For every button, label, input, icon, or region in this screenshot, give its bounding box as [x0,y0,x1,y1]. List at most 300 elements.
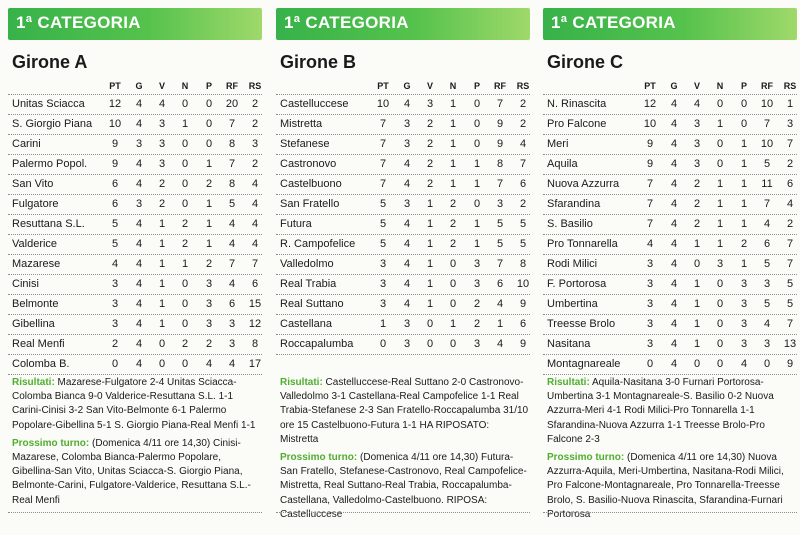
stat-value: 3 [473,338,481,350]
team-name: Carini [12,138,41,150]
stat-value: 1 [426,198,434,210]
stat-value: 1 [473,238,481,250]
match-notes [547,376,797,526]
stat-value: 2 [251,98,259,110]
stat-value: 3 [135,198,143,210]
stat-value: 4 [135,358,143,370]
stat-value: 4 [786,198,794,210]
stat-value: 1 [449,138,457,150]
stat-value: 8 [228,138,236,150]
stat-value: 1 [449,118,457,130]
category-title: 1ª CATEGORIA [284,13,409,32]
stat-value: 3 [740,278,748,290]
stat-value: 4 [251,218,259,230]
next-round-label: Prossimo turno: [12,437,90,449]
team-name: Cinisi [12,278,39,290]
column-header: G [670,81,678,91]
table-row [8,134,262,155]
stat-value: 0 [181,298,189,310]
stat-value: 2 [449,218,457,230]
stat-value: 9 [111,138,119,150]
category-title: 1ª CATEGORIA [551,13,676,32]
stat-value: 2 [111,338,119,350]
stat-value: 2 [426,138,434,150]
team-name: Gibellina [12,318,55,330]
stat-value: 1 [449,98,457,110]
stat-value: 2 [519,118,527,130]
table-header [8,81,262,93]
stat-value: 2 [205,178,213,190]
stat-value: 3 [158,158,166,170]
stat-value: 2 [519,198,527,210]
stat-value: 3 [496,198,504,210]
table-row [543,234,797,255]
team-name: Real Trabia [280,278,337,290]
team-name: Castelluccese [280,98,349,110]
stat-value: 1 [693,298,701,310]
stat-value: 7 [646,218,654,230]
stat-value: 3 [646,338,654,350]
column-header: P [205,81,212,91]
stat-value: 4 [228,218,236,230]
stat-value: 0 [646,358,654,370]
table-row [276,174,530,195]
stat-value: 2 [181,338,189,350]
team-name: Belmonte [12,298,59,310]
stat-value: 3 [403,138,411,150]
stat-value: 4 [646,238,654,250]
results-label: Risultati: [547,377,590,388]
stat-value: 2 [693,198,701,210]
team-name: Aquila [547,158,578,170]
table-row [8,314,262,335]
team-name: F. Portorosa [547,278,607,290]
table-row [543,134,797,155]
stat-value: 5 [496,238,504,250]
column-header: PT [109,81,121,91]
stat-value: 4 [403,98,411,110]
stat-value: 3 [693,138,701,150]
stat-value: 8 [228,178,236,190]
team-name: Pro Falcone [547,118,607,130]
stat-value: 2 [205,258,213,270]
table-row [543,294,797,315]
stat-value: 4 [135,318,143,330]
stat-value: 15 [248,298,262,310]
stat-value: 1 [473,218,481,230]
girone-column [8,0,262,535]
stat-value: 10 [760,98,774,110]
stat-value: 4 [403,298,411,310]
stat-value: 2 [473,318,481,330]
stat-value: 1 [158,258,166,270]
stat-value: 1 [449,158,457,170]
stat-value: 1 [496,318,504,330]
stat-value: 4 [670,138,678,150]
results-paragraph [280,376,530,447]
stat-value: 4 [763,218,771,230]
stat-value: 1 [693,318,701,330]
table-header [276,81,530,93]
stat-value: 3 [740,318,748,330]
stat-value: 3 [205,298,213,310]
table-row [543,154,797,175]
match-notes [280,376,530,526]
stat-value: 0 [379,338,387,350]
stat-value: 7 [379,118,387,130]
stat-value: 1 [205,158,213,170]
stat-value: 0 [449,338,457,350]
stat-value: 4 [111,258,119,270]
stat-value: 7 [763,118,771,130]
stat-value: 0 [449,278,457,290]
stat-value: 3 [403,118,411,130]
stat-value: 3 [763,278,771,290]
stat-value: 4 [251,238,259,250]
stat-value: 1 [693,238,701,250]
table-row [276,274,530,295]
team-name: Mazarese [12,258,61,270]
next-round-label: Prossimo turno: [547,452,625,464]
stat-value: 4 [496,338,504,350]
team-name: Valderice [12,238,58,250]
stat-value: 3 [228,318,236,330]
match-notes [12,376,262,512]
stat-value: 1 [158,218,166,230]
stat-value: 2 [426,178,434,190]
stat-value: 4 [670,178,678,190]
stat-value: 10 [760,138,774,150]
column-header: V [426,81,433,91]
stat-value: 4 [135,258,143,270]
stat-value: 2 [519,98,527,110]
stat-value: 4 [670,198,678,210]
stat-value: 0 [693,258,701,270]
stat-value: 2 [205,338,213,350]
stat-value: 7 [786,318,794,330]
stat-value: 7 [496,178,504,190]
team-name: San Vito [12,178,54,190]
stat-value: 1 [693,278,701,290]
stat-value: 7 [379,138,387,150]
team-name: Nasitana [547,338,591,350]
stat-value: 0 [181,138,189,150]
table-row [543,194,797,215]
stat-value: 2 [426,118,434,130]
stat-value: 3 [111,318,119,330]
team-name: Palermo Popol. [12,158,88,170]
table-row [543,94,797,115]
stat-value: 9 [646,158,654,170]
team-name: Castelbuono [280,178,342,190]
stat-value: 0 [716,318,724,330]
stat-value: 4 [670,158,678,170]
stat-value: 0 [716,298,724,310]
stat-value: 4 [158,98,166,110]
stat-value: 1 [426,238,434,250]
stat-value: 3 [251,138,259,150]
table-row [8,334,262,355]
stat-value: 4 [670,358,678,370]
table-header [543,81,797,93]
column-header: N [449,81,457,91]
stat-value: 4 [135,298,143,310]
team-name: Mistretta [280,118,323,130]
team-name: Sfarandina [547,198,601,210]
team-name: Castellana [280,318,332,330]
next-round-text: (Domenica 4/11 ore 14,30) Cinisi-Mazarese, Colomba Bianca-Palermo Popolare, Gibellina-San Vito, Unitas Sciacca-S. Giorgio Piana, Belmonte-Carini, Fulgatore-Valderice, Resuttana S.L.-Real Menfi [12,437,251,506]
stat-value: 1 [740,138,748,150]
stat-value: 0 [181,358,189,370]
table-row [276,114,530,135]
stat-value: 7 [786,238,794,250]
results-paragraph [12,376,262,433]
stat-value: 2 [473,298,481,310]
team-name: Resuttana S.L. [12,218,85,230]
team-name: Montagnareale [547,358,621,370]
column-header: N [716,81,724,91]
stat-value: 8 [251,338,259,350]
girone-column [276,0,530,535]
stat-value: 0 [473,138,481,150]
stat-value: 12 [108,98,122,110]
stat-value: 2 [181,238,189,250]
table-row [276,94,530,115]
table-row [8,194,262,215]
stat-value: 1 [693,338,701,350]
stat-value: 6 [111,178,119,190]
stat-value: 0 [716,138,724,150]
stat-value: 1 [205,198,213,210]
stat-value: 3 [693,158,701,170]
stat-value: 5 [496,218,504,230]
table-row [543,334,797,355]
stat-value: 0 [181,178,189,190]
stat-value: 4 [228,278,236,290]
team-name: Nuova Azzurra [547,178,620,190]
table-row [543,254,797,275]
stat-value: 0 [716,358,724,370]
stat-value: 1 [716,198,724,210]
stat-value: 4 [403,258,411,270]
stat-value: 0 [740,98,748,110]
stat-value: 9 [111,158,119,170]
stat-value: 3 [426,98,434,110]
stat-value: 4 [251,198,259,210]
stat-value: 0 [716,278,724,290]
stat-value: 4 [403,218,411,230]
stat-value: 1 [205,218,213,230]
stat-value: 3 [473,278,481,290]
stat-value: 7 [228,258,236,270]
stat-value: 4 [670,318,678,330]
stat-value: 1 [379,318,387,330]
stat-value: 5 [379,198,387,210]
stat-value: 9 [646,138,654,150]
stat-value: 1 [716,218,724,230]
stat-value: 1 [473,178,481,190]
stat-value: 10 [516,278,530,290]
results-text: Castelluccese-Real Suttano 2-0 Castronovo-Valledolmo 3-1 Castellana-Real Campofelice 1-1 Real Trabia-Stefanese 2-3 San Fratello-Roccapalumba 31/10 ore 15 Castelbuono-Futura 1-1 HA RIPOSATO: Mistretta [280,377,529,445]
stat-value: 6 [519,178,527,190]
next-round-text: (Domenica 4/11 ore 14,30) Futura-San Fratello, Stefanese-Castronovo, Real Campofelice-Mistretta, Real Suttano-Real Trabia, Roccapalumba-Castellana, Valledolmo-Castelbuono. RIPOSA: Castelluccese [280,452,527,520]
stat-value: 1 [181,258,189,270]
girone-title: Girone C [547,52,624,72]
team-name: S. Basilio [547,218,593,230]
stat-value: 3 [403,318,411,330]
stat-value: 2 [158,198,166,210]
team-name: Castronovo [280,158,337,170]
category-banner [8,8,262,40]
girone-column [543,0,797,535]
stat-value: 4 [763,318,771,330]
stat-value: 0 [181,318,189,330]
stat-value: 0 [158,358,166,370]
stat-value: 6 [228,298,236,310]
stat-value: 7 [646,198,654,210]
stat-value: 3 [403,338,411,350]
stat-value: 10 [108,118,122,130]
team-name: Real Menfi [12,338,65,350]
stat-value: 3 [135,138,143,150]
stat-value: 3 [111,298,119,310]
stat-value: 4 [135,338,143,350]
stat-value: 6 [786,178,794,190]
stat-value: 4 [135,158,143,170]
column-header: G [135,81,143,91]
stat-value: 7 [786,258,794,270]
stat-value: 4 [251,178,259,190]
stat-value: 5 [763,158,771,170]
next-round-paragraph [12,437,262,508]
stat-value: 5 [111,218,119,230]
team-name: Real Suttano [280,298,344,310]
team-name: Valledolmo [280,258,334,270]
stat-value: 3 [403,198,411,210]
table-row [543,114,797,135]
table-row [8,354,262,375]
stat-value: 3 [740,338,748,350]
stat-value: 0 [716,158,724,170]
stat-value: 0 [426,318,434,330]
stat-value: 5 [763,258,771,270]
stat-value: 5 [763,298,771,310]
table-row [8,94,262,115]
table-row [8,254,262,275]
stat-value: 4 [670,238,678,250]
results-text: Aquila-Nasitana 3-0 Furnari Portorosa-Umbertina 3-1 Montagnareale-S. Basilio 0-2 Nuova Azzurra-Meri 4-1 Rodi Milici-Pro Tonnarella 1-1 Sfarandina-Nuova Azzurra 1-1 Treesse Brolo-Pro Falcone 2-3 [547,377,774,445]
results-paragraph [547,376,797,447]
stat-value: 0 [181,278,189,290]
stat-value: 3 [646,278,654,290]
team-name: Futura [280,218,312,230]
stat-value: 0 [181,198,189,210]
stat-value: 5 [379,218,387,230]
girone-title: Girone A [12,52,88,72]
stat-value: 4 [670,258,678,270]
stat-value: 4 [740,358,748,370]
stat-value: 7 [379,178,387,190]
stat-value: 4 [205,358,213,370]
stat-value: 3 [646,298,654,310]
stat-value: 2 [740,238,748,250]
stat-value: 1 [426,298,434,310]
stat-value: 1 [449,318,457,330]
stat-value: 0 [693,358,701,370]
results-label: Risultati: [12,377,55,388]
stat-value: 2 [693,178,701,190]
stat-value: 8 [519,258,527,270]
stat-value: 5 [379,238,387,250]
team-name: Pro Tonnarella [547,238,618,250]
stat-value: 3 [379,278,387,290]
stat-value: 4 [670,218,678,230]
stat-value: 3 [111,278,119,290]
stat-value: 4 [135,218,143,230]
stat-value: 3 [646,258,654,270]
stat-value: 10 [643,118,657,130]
team-name: S. Giorgio Piana [12,118,93,130]
stat-value: 6 [496,278,504,290]
column-header: PT [377,81,389,91]
next-round-text: (Domenica 4/11 ore 14,30) Nuova Azzurra-Aquila, Meri-Umbertina, Nasitana-Rodi Milici, Pro Falcone-Montagnareale, Pro Tonnarella-Treesse Brolo, S. Basilio-Nuova Rinascita, Sfarandina-Furnari Portorosa [547,452,784,520]
stat-value: 7 [519,158,527,170]
stat-value: 4 [670,118,678,130]
stat-value: 4 [135,98,143,110]
table-row [8,154,262,175]
stat-value: 13 [783,338,797,350]
stat-value: 1 [158,318,166,330]
stat-value: 6 [111,198,119,210]
stat-value: 1 [158,238,166,250]
table-row [276,134,530,155]
stat-value: 8 [496,158,504,170]
column-header: RF [761,81,773,91]
stat-value: 4 [135,278,143,290]
column-header: PT [644,81,656,91]
stat-value: 1 [426,218,434,230]
stat-value: 6 [763,238,771,250]
stat-value: 0 [205,98,213,110]
stat-value: 4 [403,158,411,170]
stat-value: 4 [403,238,411,250]
stat-value: 2 [693,218,701,230]
table-row [8,294,262,315]
table-row [543,314,797,335]
stat-value: 4 [670,98,678,110]
stat-value: 3 [740,298,748,310]
table-row [276,214,530,235]
stat-value: 1 [473,158,481,170]
team-name: San Fratello [280,198,340,210]
stat-value: 17 [248,358,262,370]
stat-value: 4 [496,298,504,310]
stat-value: 2 [181,218,189,230]
stat-value: 12 [643,98,657,110]
stat-value: 0 [426,338,434,350]
stat-value: 2 [251,118,259,130]
table-row [276,314,530,335]
stat-value: 0 [449,258,457,270]
category-title: 1ª CATEGORIA [16,13,141,32]
stat-value: 3 [693,118,701,130]
table-row [276,194,530,215]
table-row [276,294,530,315]
stat-value: 0 [181,98,189,110]
stat-value: 7 [251,258,259,270]
stat-value: 2 [449,198,457,210]
table-row [276,154,530,175]
